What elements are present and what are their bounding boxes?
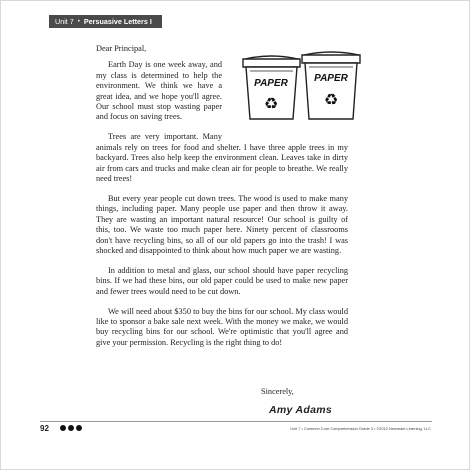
letter-paragraph-4: In addition to metal and glass, our school should have paper recycling bins. If we had these bins, our old paper could be used to make new paper and fewer trees would need to be cut down. [96,265,348,296]
unit-label: Unit 7 [55,17,74,26]
letter-paragraph-3: But every year people cut down trees. The wood is used to make many things, including paper. Many people use paper and then throw it away. They are wasting an important natural resource! Our school is guilty of this, too. We waste too much paper here. Ninety percent of classrooms don't have recycling bins, so all of our old papers go into the trash! I was shocked and disappointed to think about how much paper we are wasting. [96,193,348,255]
letter-signature: Amy Adams [269,404,332,416]
footer-credit: Unit 7 • Common Core Comprehension Grade 3 • ©2012 Newmark Learning, LLC [290,426,431,431]
header-separator: • [77,18,80,25]
left-bin-label: PAPER [254,78,288,89]
letter-closing: Sincerely, [261,387,294,396]
unit-topic: Persuasive Letters I [83,17,152,26]
footer-rule [40,421,432,422]
right-bin-label: PAPER [314,73,348,84]
letter-body [96,44,348,358]
letter-greeting: Dear Principal, [96,44,147,53]
letter-paragraph-1: Earth Day is one week away, and my class is determined to help the environment. We think we have a great idea, and we hope you'll agree. Our school must stop wasting paper and focus on saving trees. [96,60,222,122]
unit-header-bar [49,15,162,28]
right-recycle-icon: ♻ [323,90,339,109]
level-dot-icon [76,425,82,431]
level-dot-icon [60,425,66,431]
letter-paragraph-5: We will need about $350 to buy the bins for our school. My class would like to sponsor a bake sale next week. With the money we make, we would buy recycling bins for our school. We're optimistic that you'll agree and give your permission. Recycling is the right thing to do! [96,306,348,347]
page-number: 92 [40,424,49,433]
left-recycle-icon: ♻ [263,94,279,113]
letter-paragraph-2: Trees are very important. Many animals rely on trees for food and shelter. I have three apple trees in my backyard. Trees also help keep the environment clean. Leaves take in dirty air from cars and trucks and make clean air for people to breathe. We really need trees! [96,132,348,183]
level-dots [60,425,82,431]
level-dot-icon [68,425,74,431]
